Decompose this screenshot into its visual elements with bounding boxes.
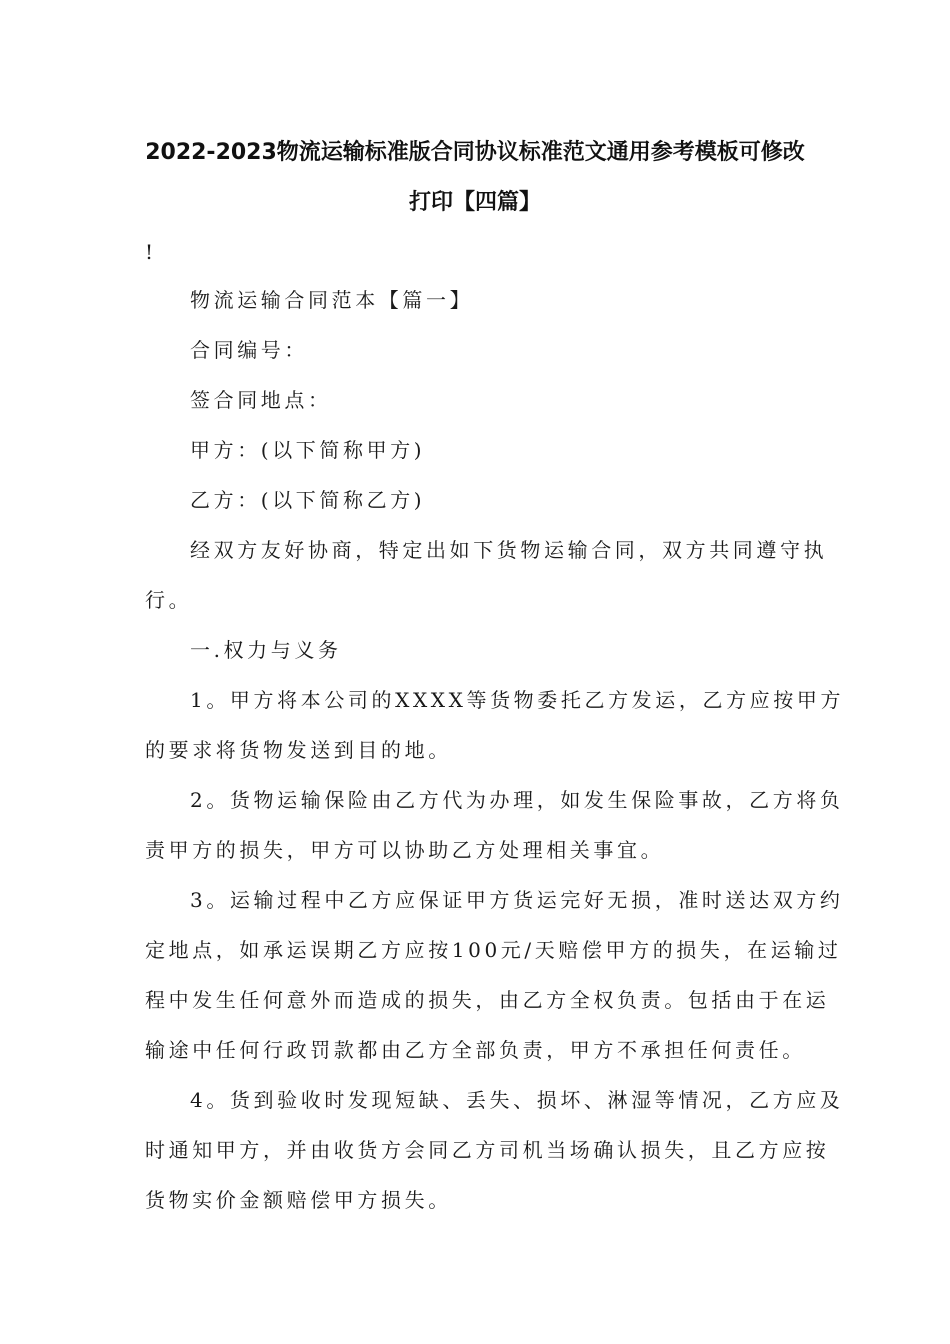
paragraph-line: 1。甲方将本公司的XXXX等货物委托乙方发运，乙方应按甲方 (190, 688, 845, 712)
paragraph-line: 程中发生任何意外而造成的损失，由乙方全权负责。包括由于在运 (145, 988, 830, 1012)
party-b-label: 乙方：(以下简称乙方) (190, 488, 426, 512)
paragraph-line: 经双方友好协商，特定出如下货物运输合同，双方共同遵守执 (190, 538, 828, 562)
paragraph-line: 定地点，如承运误期乙方应按100元/天赔偿甲方的损失，在运输过 (145, 938, 842, 962)
document-title-line-1: 2022-2023物流运输标准版合同协议标准范文通用参考模板可修改 (145, 140, 805, 165)
paragraph-line: 3。运输过程中乙方应保证甲方货运完好无损，准时送达双方约 (190, 888, 844, 912)
section-heading: 物流运输合同范本【篇一】 (190, 288, 474, 312)
paragraph-line: 时通知甲方，并由收货方会同乙方司机当场确认损失，且乙方应按 (145, 1138, 830, 1162)
paragraph-line: 责甲方的损失，甲方可以协助乙方处理相关事宜。 (145, 838, 665, 862)
paragraph-line: 的要求将货物发送到目的地。 (145, 738, 452, 762)
paragraph-line: 4。货到验收时发现短缺、丢失、损坏、淋湿等情况，乙方应及 (190, 1088, 844, 1112)
stray-mark: ! (145, 240, 154, 264)
signing-place-label: 签合同地点： (190, 388, 332, 412)
subsection-heading: 一.权力与义务 (190, 638, 342, 662)
paragraph-line: 货物实价金额赔偿甲方损失。 (145, 1188, 452, 1212)
document-title-line-2: 打印【四篇】 (408, 190, 541, 215)
party-a-label: 甲方：(以下简称甲方) (190, 438, 426, 462)
paragraph-line: 2。货物运输保险由乙方代为办理，如发生保险事故，乙方将负 (190, 788, 844, 812)
paragraph-line: 输途中任何行政罚款都由乙方全部负责，甲方不承担任何责任。 (145, 1038, 806, 1062)
contract-number-label: 合同编号： (190, 338, 308, 362)
paragraph-line: 行。 (145, 588, 193, 612)
